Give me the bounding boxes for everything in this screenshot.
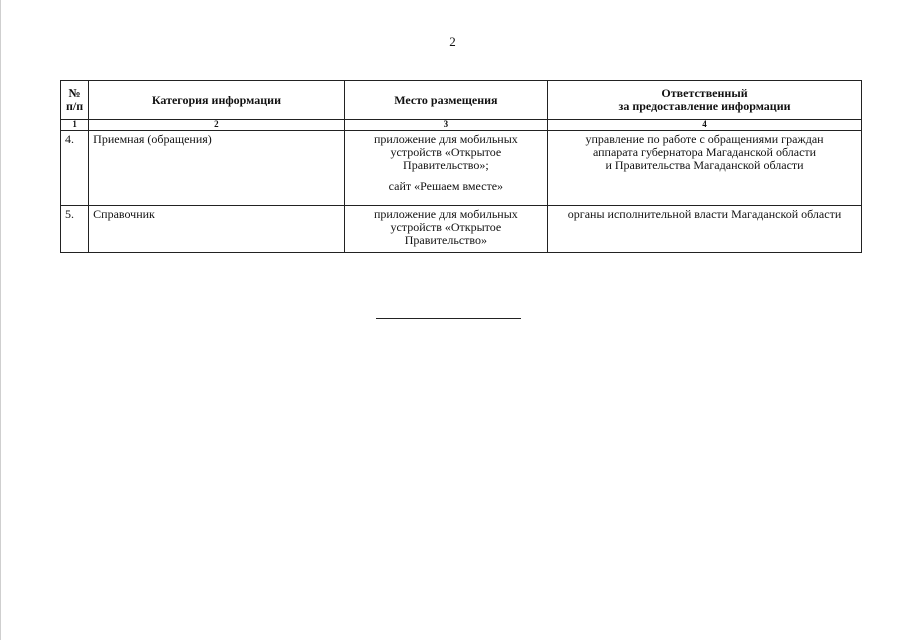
row-number: 5. bbox=[61, 206, 89, 253]
row-number: 4. bbox=[61, 131, 89, 206]
table-row bbox=[61, 131, 862, 206]
header-category: Категория информации bbox=[89, 81, 345, 120]
row-place bbox=[344, 131, 547, 206]
column-index: 1 bbox=[61, 120, 89, 131]
header-responsible bbox=[548, 81, 862, 120]
row-place bbox=[344, 206, 547, 253]
row-responsible bbox=[548, 131, 862, 206]
scan-edge bbox=[0, 0, 1, 640]
header-responsible-line1: Ответственный bbox=[661, 86, 748, 100]
place-line: приложение для мобильных bbox=[373, 132, 518, 146]
column-index: 3 bbox=[344, 120, 547, 131]
row-responsible bbox=[548, 206, 862, 253]
responsible-line: органы исполнительной власти Магаданской области bbox=[567, 207, 842, 221]
column-index: 4 bbox=[548, 120, 862, 131]
column-index-row bbox=[61, 120, 862, 131]
responsible-line: управление по работе с обращениями граждан bbox=[585, 132, 824, 146]
header-number-abbrev: п/п bbox=[65, 99, 84, 113]
header-place: Место размещения bbox=[344, 81, 547, 120]
place-line: приложение для мобильных bbox=[373, 207, 518, 221]
header-number bbox=[61, 81, 89, 120]
document-end-line bbox=[376, 318, 521, 319]
place-line: устройств «Открытое bbox=[390, 220, 502, 234]
header-responsible-line2: за предоставление информации bbox=[618, 99, 791, 113]
column-index: 2 bbox=[89, 120, 345, 131]
place-line: Правительство» bbox=[404, 233, 487, 247]
table-header-row bbox=[61, 81, 862, 120]
header-number-symbol: № bbox=[68, 86, 81, 100]
table-row bbox=[61, 206, 862, 253]
row-category: Приемная (обращения) bbox=[89, 131, 345, 206]
responsible-line: и Правительства Магаданской области bbox=[605, 158, 804, 172]
place-line: Правительство»; bbox=[403, 158, 489, 172]
responsible-line: аппарата губернатора Магаданской области bbox=[592, 145, 817, 159]
row-category: Справочник bbox=[89, 206, 345, 253]
place-extra: сайт «Решаем вместе» bbox=[388, 179, 504, 193]
information-table bbox=[60, 80, 862, 253]
place-line: устройств «Открытое bbox=[390, 145, 502, 159]
page-number: 2 bbox=[449, 34, 456, 49]
